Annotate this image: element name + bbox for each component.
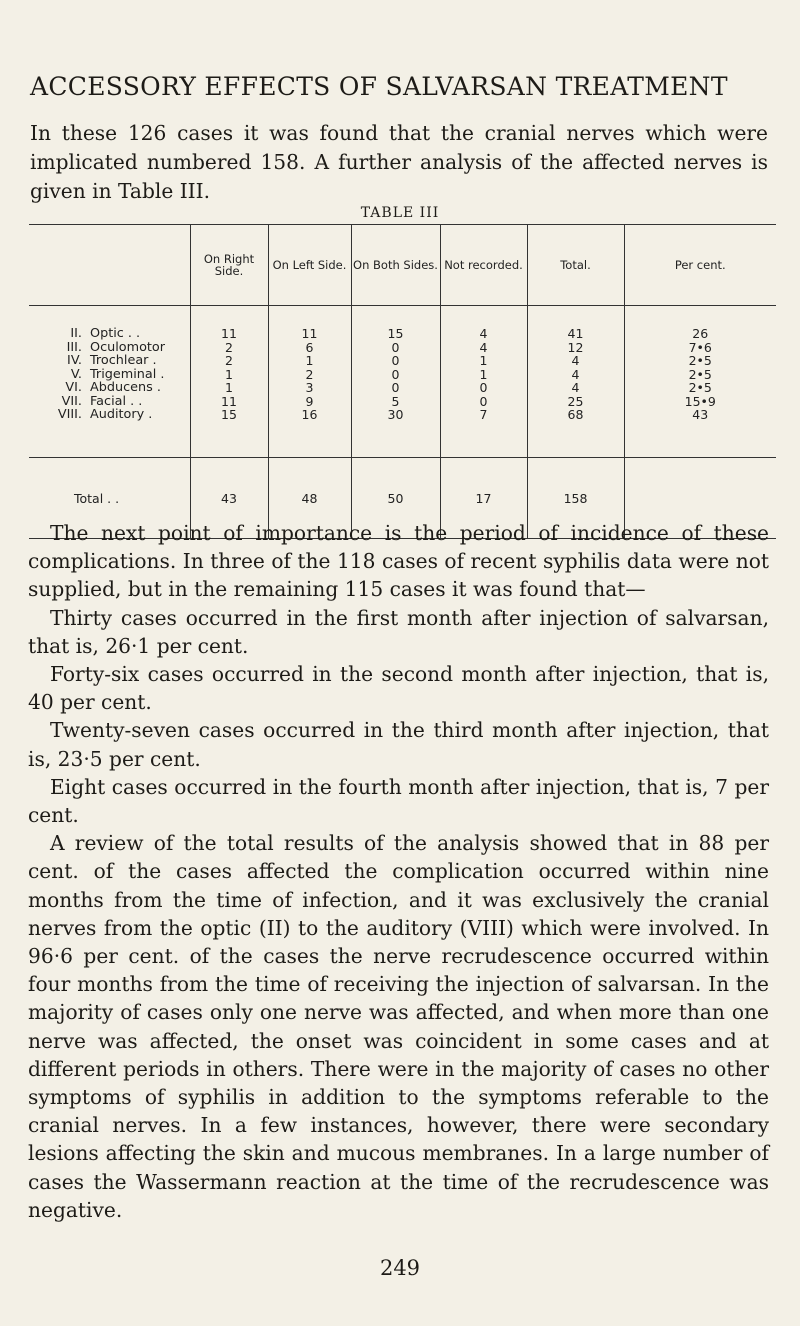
table-cell: 11 xyxy=(221,393,237,409)
table-cell: 4 xyxy=(571,380,580,395)
both-sides-column xyxy=(351,306,440,458)
nerve-name: Facial . . xyxy=(90,393,143,409)
table-cell: 11 xyxy=(221,326,237,341)
table-cell: 5 xyxy=(391,393,400,409)
nerve-name: Trigeminal . xyxy=(90,366,165,382)
header-right-side: On Right Side. xyxy=(190,225,268,306)
table-cell: 26 xyxy=(692,326,709,341)
table-cell: 15 xyxy=(387,326,404,341)
nerve-numeral: VI. xyxy=(65,380,82,395)
intro-text: In these 126 cases it was found that the cranial nerves which were implicated numbered 158. A further analysis of the affected nerves is given in Table III. xyxy=(30,121,768,203)
table-cell: 2•5 xyxy=(688,366,712,382)
table-cell: 0 xyxy=(479,393,488,409)
table-cell: 1 xyxy=(479,353,488,368)
paragraph: The next point of importance is the period of incidence of these complications. In three of the 118 cases of recent syphilis data were not supplied, but in the remaining 115 cases it was found that— xyxy=(28,521,769,602)
table-cell: 12 xyxy=(567,339,584,355)
table-cell: 4 xyxy=(571,366,580,382)
total-total: 158 xyxy=(527,458,624,539)
header-not-recorded: Not recorded. xyxy=(440,225,527,306)
header-per-cent: Per cent. xyxy=(624,225,776,306)
nerve-name: Trochlear . xyxy=(90,353,157,368)
header-total: Total. xyxy=(527,225,624,306)
nerve-name: Auditory . xyxy=(90,407,153,422)
per-cent-column xyxy=(624,306,776,458)
nerve-numeral: IV. xyxy=(67,353,82,368)
table-cell: 2•5 xyxy=(688,380,712,395)
table-row xyxy=(47,368,190,382)
total-left-side: 48 xyxy=(268,458,351,539)
table-cell: 9 xyxy=(305,393,314,409)
table-cell: 4 xyxy=(571,353,580,368)
table-row xyxy=(47,327,190,341)
paragraph: Twenty-seven cases occurred in the third month after injection, that is, 23·5 per cent. xyxy=(28,718,769,771)
header-both-sides: On Both Sides. xyxy=(351,225,440,306)
table-cell: 0 xyxy=(479,380,488,395)
nerve-name: Optic . . xyxy=(90,326,141,341)
total-right-side: 43 xyxy=(190,458,268,539)
table-cell: 41 xyxy=(567,326,584,341)
table-cell: 7 xyxy=(479,407,488,422)
nerve-name-column xyxy=(29,306,190,458)
table-header-row xyxy=(29,225,776,306)
nerve-numeral: VIII. xyxy=(57,407,82,422)
table-cell: 25 xyxy=(567,393,584,409)
table-cell: 30 xyxy=(387,407,404,422)
table-cell: 6 xyxy=(305,339,314,355)
table-row xyxy=(47,395,190,409)
table-cell: 15•9 xyxy=(684,393,716,409)
table-data-block xyxy=(29,306,776,458)
table-cell: 4 xyxy=(479,326,488,341)
table-row xyxy=(47,381,190,395)
nerve-numeral: V. xyxy=(70,366,82,382)
table-cell: 16 xyxy=(301,407,318,422)
table-row xyxy=(47,341,190,355)
paragraph: A review of the total results of the analysis showed that in 88 per cent. of the cases affected the complication occurred within nine months from the time of infection, and it was exclusively the cranial nerves from the optic (II) to the auditory (VIII) which were involved. In 96·6 per cent. of the cases the nerve recrudescence occurred within four months from the time of receiving the injection of salvarsan. In the majority of cases only one nerve was affected, and when more than one nerve was affected, the onset was coincident in some cases and at different periods in others. There were in the majority of cases no other symptoms of syphilis in addition to the symptoms referable to the cranial nerves. In a few instances, however, there were secondary lesions affecting the skin and mucous membranes. In a large number of cases the Wassermann reaction at the time of the recrudescence was negative. xyxy=(28,831,769,1222)
table-cell: 1 xyxy=(225,380,233,395)
nerve-numeral: VII. xyxy=(61,393,82,409)
header-nerve xyxy=(29,225,190,306)
total-not-recorded: 17 xyxy=(440,458,527,539)
intro-paragraph xyxy=(30,119,768,206)
table-title: TABLE III xyxy=(360,205,440,221)
table-cell: 43 xyxy=(692,407,709,422)
table-cell: 1 xyxy=(479,366,488,382)
table-cell: 1 xyxy=(305,353,314,368)
table-cell: 2 xyxy=(225,339,233,355)
table-cell: 0 xyxy=(391,353,400,368)
table-cell: 11 xyxy=(301,326,318,341)
total-column xyxy=(527,306,624,458)
table-cell: 1 xyxy=(225,366,233,382)
nerve-numeral: III. xyxy=(66,339,82,355)
paragraph: Thirty cases occurred in the first month after injection of salvarsan, that is, 26·1 per cent. xyxy=(28,605,769,658)
left-side-column xyxy=(268,306,351,458)
cranial-nerve-table xyxy=(29,224,776,539)
total-both-sides: 50 xyxy=(351,458,440,539)
table-row xyxy=(47,354,190,368)
table-cell: 2 xyxy=(225,353,233,368)
table-cell: 0 xyxy=(391,380,400,395)
table-cell: 0 xyxy=(391,339,400,355)
table-cell: 3 xyxy=(305,380,314,395)
table-row xyxy=(47,408,190,422)
paragraph: Eight cases occurred in the fourth month after injection, that is, 7 per cent. xyxy=(28,774,769,828)
table-cell: 4 xyxy=(479,339,488,355)
table-cell: 15 xyxy=(221,407,237,422)
table-cell: 7•6 xyxy=(688,339,712,355)
table-cell: 68 xyxy=(567,407,584,422)
nerve-name: Abducens . xyxy=(90,380,161,395)
nerve-name: Oculomotor xyxy=(90,339,166,355)
table-cell: 0 xyxy=(391,366,400,382)
not-recorded-column xyxy=(440,306,527,458)
table-cell: 2•5 xyxy=(688,353,712,368)
nerve-numeral: II. xyxy=(70,326,82,341)
right-side-column xyxy=(190,306,268,458)
body-text xyxy=(28,519,769,1224)
page-number: 249 xyxy=(379,1256,421,1280)
running-head: ACCESSORY EFFECTS OF SALVARSAN TREATMENT xyxy=(30,72,728,101)
header-left-side: On Left Side. xyxy=(268,225,351,306)
table-cell: 2 xyxy=(305,366,314,382)
total-label: Total . . xyxy=(29,458,190,539)
paragraph: Forty-six cases occurred in the second month after injection, that is, 40 per cent. xyxy=(28,662,769,715)
